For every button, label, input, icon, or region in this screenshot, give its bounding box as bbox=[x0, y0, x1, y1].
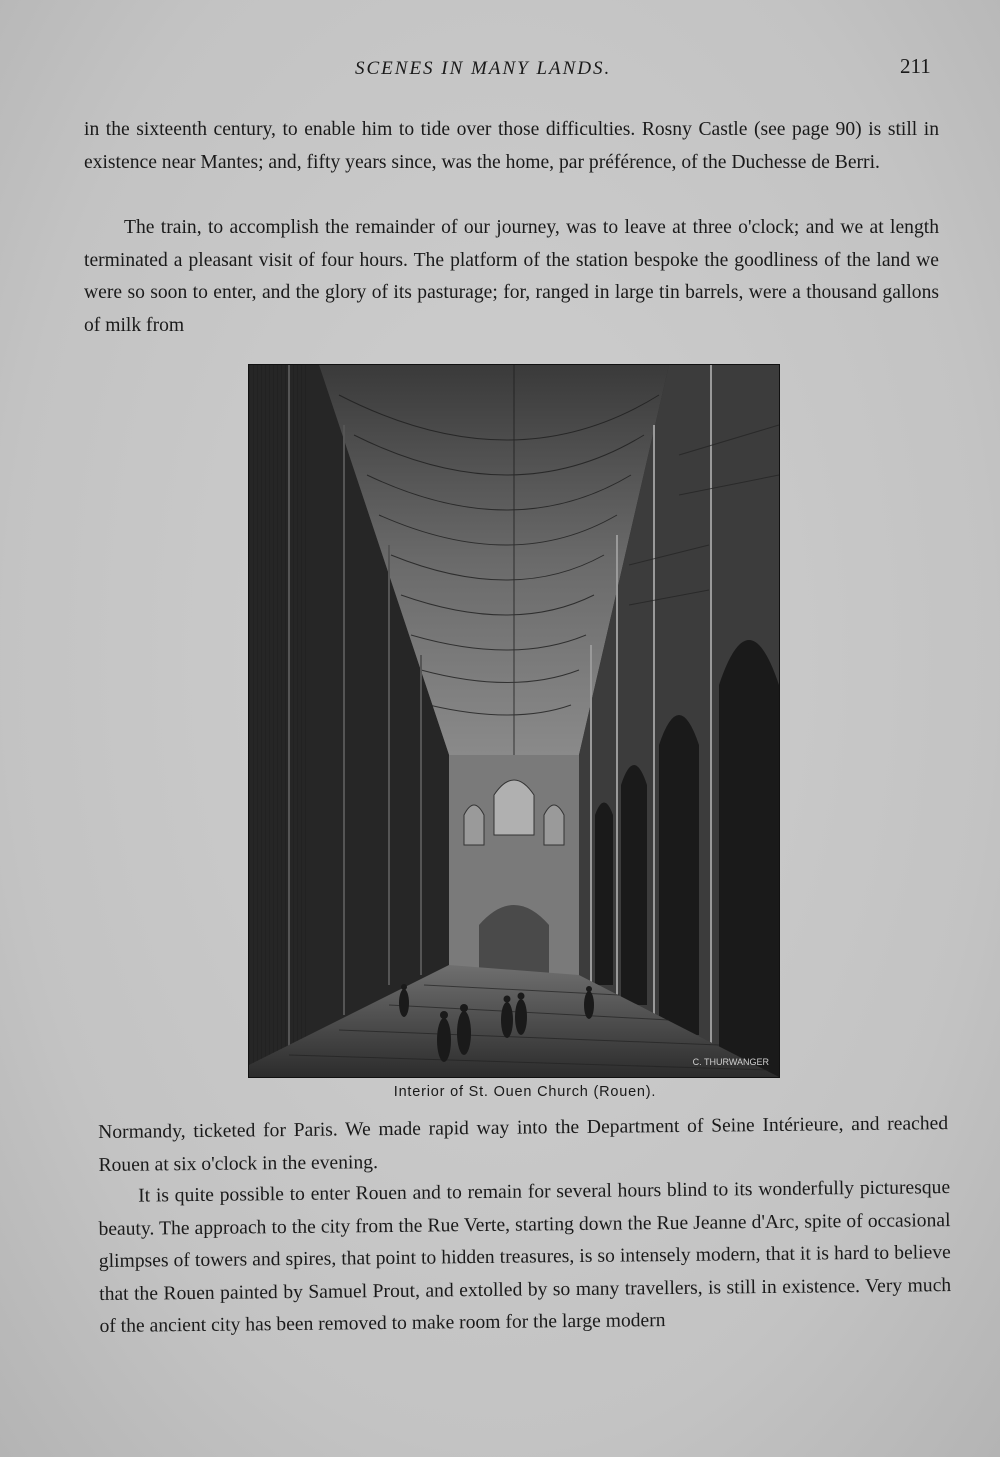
paragraph-4: It is quite possible to enter Rouen and to remain for several hours blind to its wonderfully picturesque beauty. The approach to the city from the Rue Verte, starting down the Rue Jeanne d'Arc, spite of occasional glimpses of towers and spires, that point to hidden treasures, is so intensely modern, that it is hard to believe that the Rouen painted by Samuel Prout, and extolled by so many travellers, is still in existence. Very much of the ancient city has been removed to make room for the large modern bbox=[98, 1177, 952, 1337]
church-interior-engraving bbox=[248, 364, 780, 1078]
paragraph-2: The train, to accomplish the remainder of our journey, was to leave at three o'clock; and we at length terminated a pleasant visit of four hours. The platform of the station bespoke the goodliness of the land we were so soon to enter, and the glory of its pasturage; for, ranged in large tin barrels, were a thousand gallons of milk from bbox=[84, 217, 939, 336]
paragraph-1: in the sixteenth century, to enable him to tide over those difficulties. Rosny Castle (see page 90) is still in existence near Mantes; and, fifty years since, was the home, par préférence, of the Duchesse de Berri. bbox=[84, 119, 939, 173]
page-number: 211 bbox=[900, 54, 931, 78]
running-title: SCENES IN MANY LANDS. bbox=[355, 58, 612, 79]
paragraph-3: Normandy, ticketed for Paris. We made rapid way into the Department of Seine Intérieure, and reached Rouen at six o'clock in the evening. bbox=[98, 1113, 949, 1176]
engraving-illustration bbox=[249, 365, 779, 1077]
running-head bbox=[0, 54, 1000, 88]
engraver-signature: C. THURWANGER bbox=[692, 1057, 769, 1067]
figure-caption: Interior of St. Ouen Church (Rouen). bbox=[393, 1084, 657, 1100]
